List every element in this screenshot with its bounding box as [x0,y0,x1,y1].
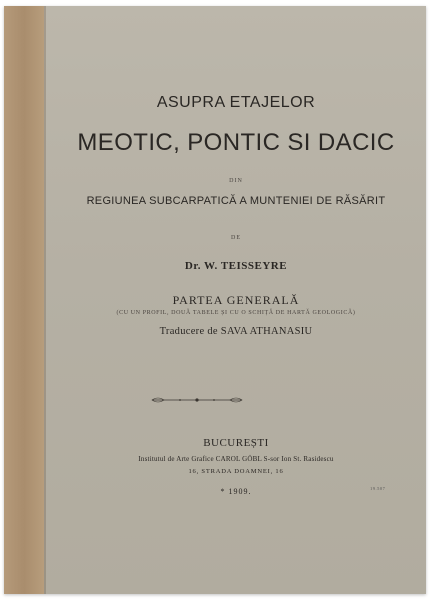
author-name: Dr. W. TEISSEYRE [184,260,288,272]
translator-credit: Traducere de SAVA ATHANASIU [159,326,313,337]
part-subtitle: (CU UN PROFIL, DOUĂ TABELE ȘI CU O SCHIȚĂ DE HARTĂ GEOLOGICĂ) [116,310,356,316]
main-title: MEOTIC, PONTIC SI DACIC [77,129,395,156]
printer-imprint: Institutul de Arte Grafice CAROL GÖBL S-sor Ion St. Rasidescu [138,455,334,463]
print-mark: 19.507 [370,486,386,491]
connector-din: DIN [229,178,243,184]
ornament-divider-icon [150,395,244,405]
publication-year: * 1909. [220,487,252,496]
spine-binding-strip [4,6,44,594]
booklet-cover [4,6,426,594]
region-subtitle: REGIUNEA SUBCARPATICĂ A MUNTENIEI DE RĂSĂRIT [86,195,386,207]
part-title: PARTEA GENERALĂ [172,293,300,307]
printer-address: 16, STRADA DOAMNEI, 16 [188,468,284,475]
series-label: ASUPRA ETAJELOR [156,94,316,111]
connector-de: DE [231,235,241,241]
publication-city: BUCUREȘTI [203,437,269,449]
cover-content [46,6,426,594]
